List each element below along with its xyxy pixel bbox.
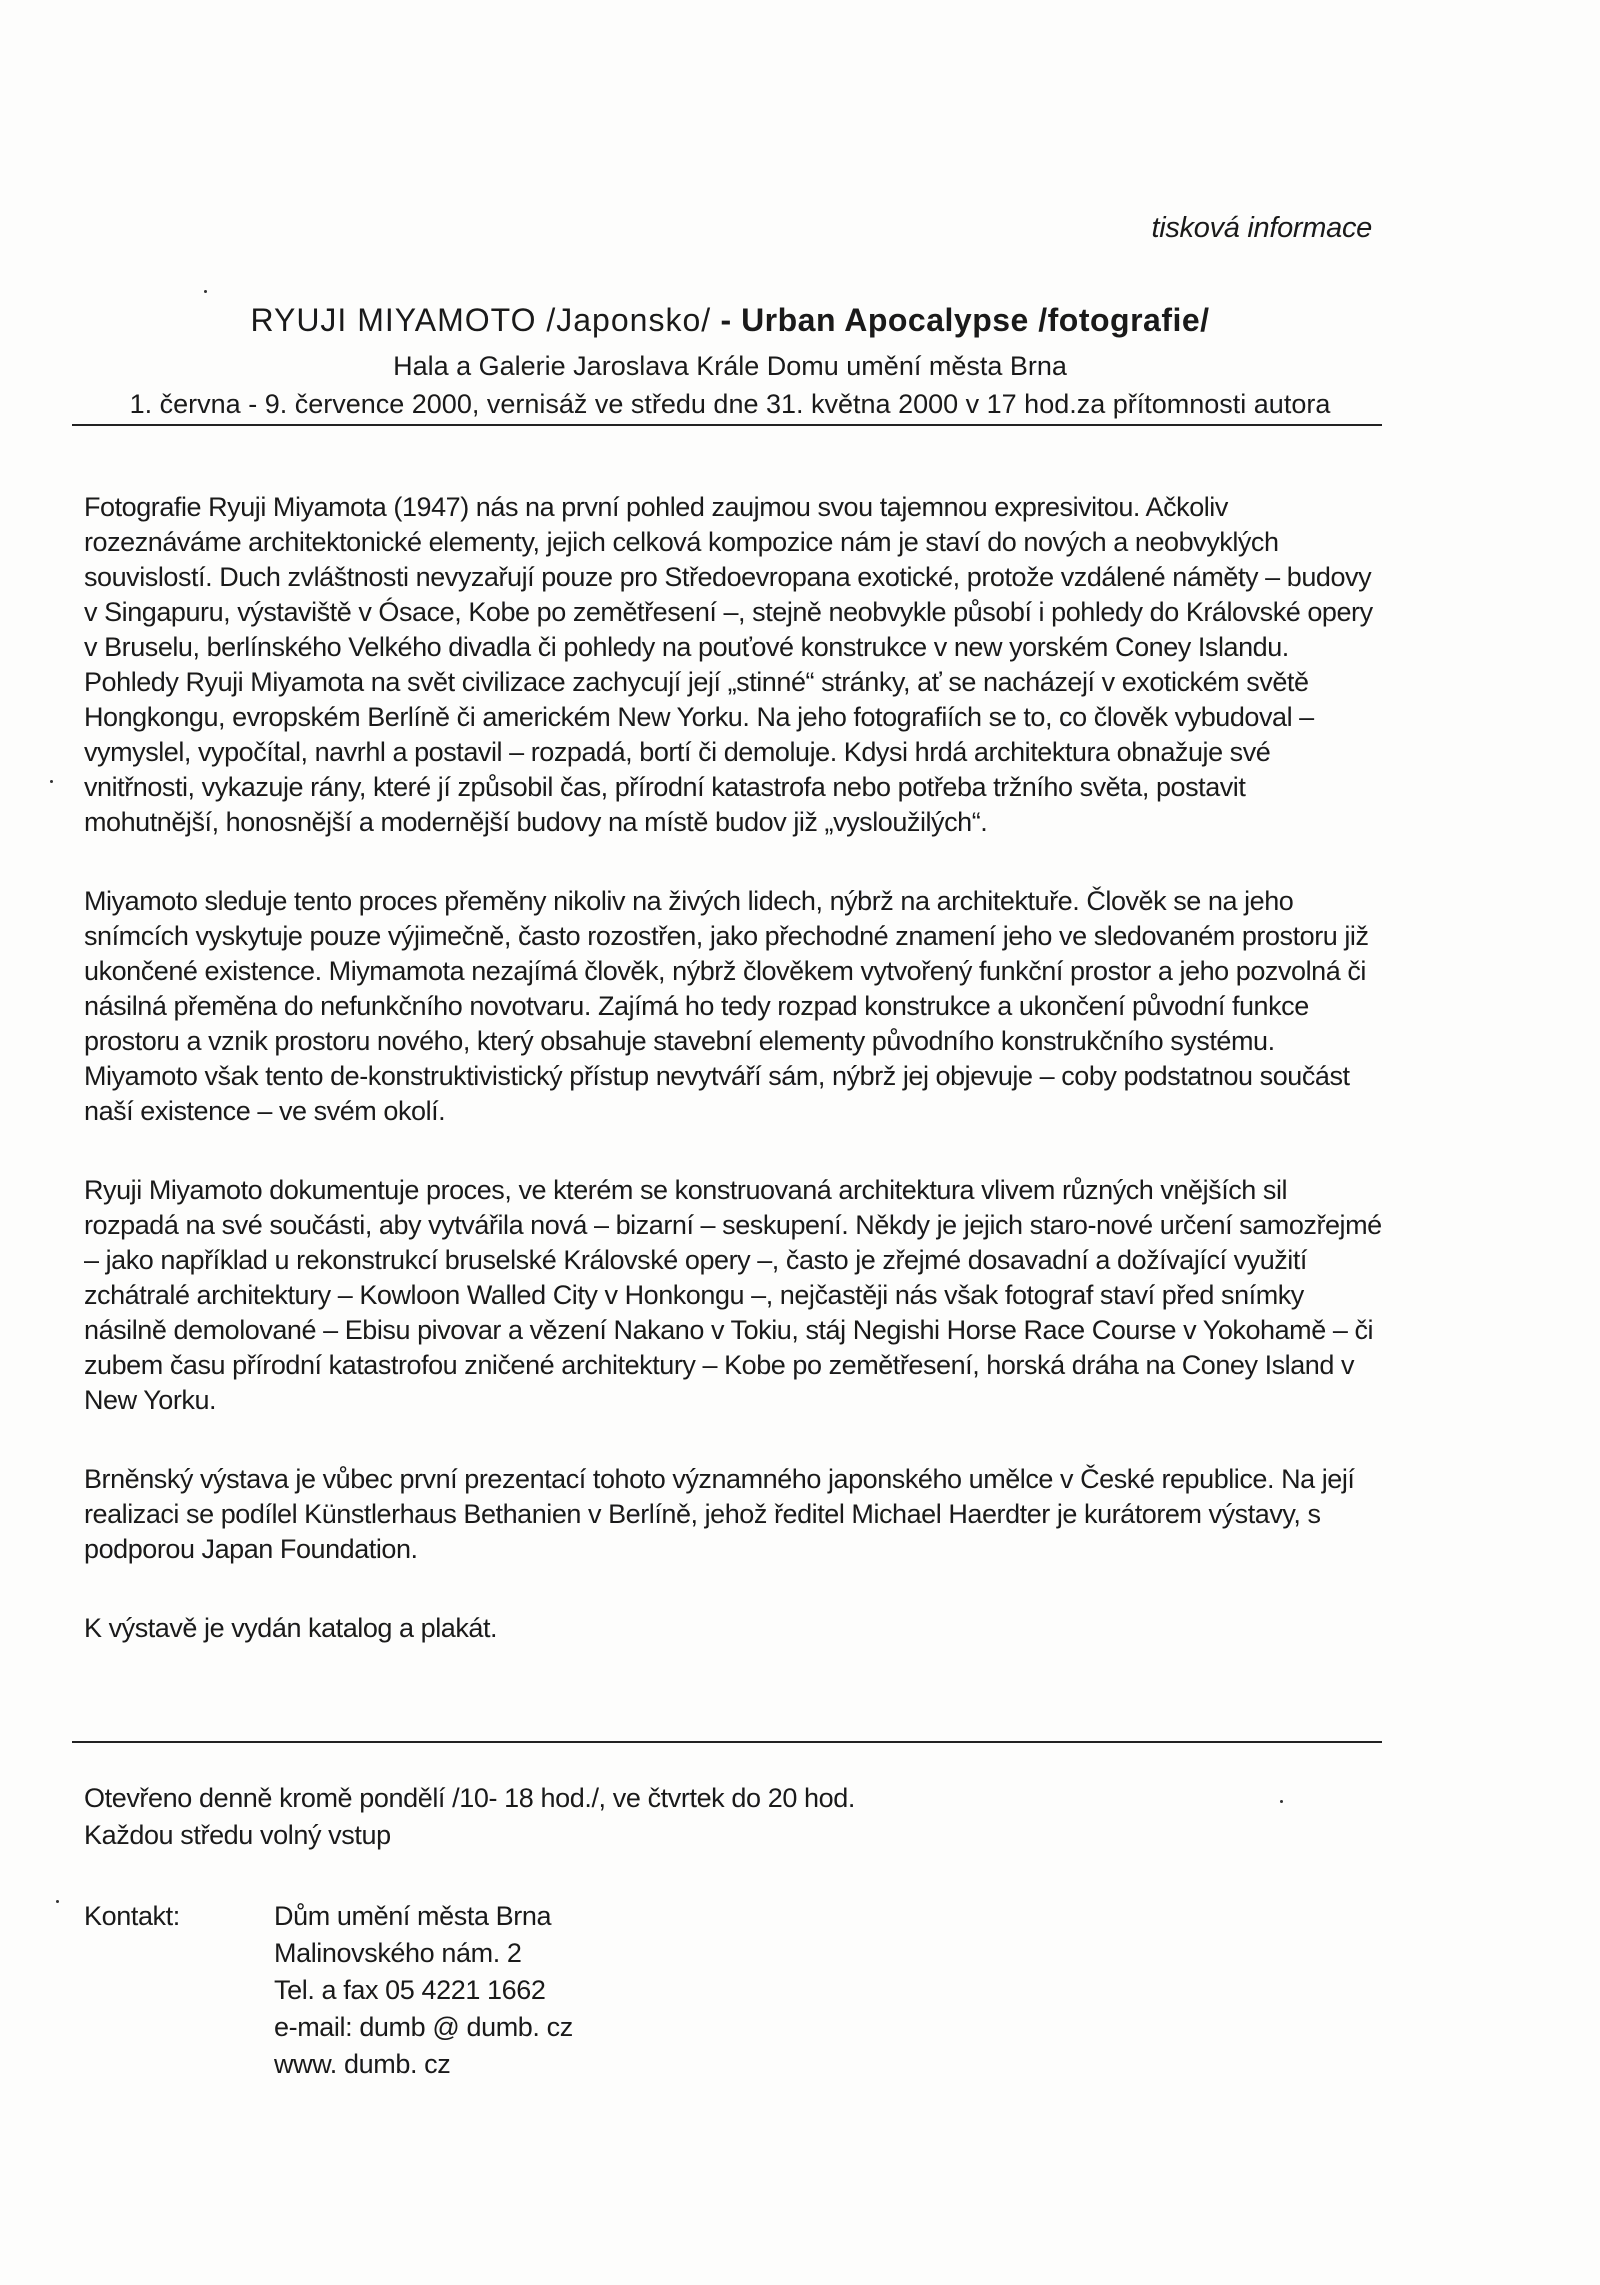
document-type-label: tisková informace <box>1151 212 1372 244</box>
contact-email: e-mail: dumb @ dumb. cz <box>274 2012 573 2042</box>
exhibition-title: Urban Apocalypse /fotografie/ <box>741 302 1210 338</box>
paragraph: K výstavě je vydán katalog a plakát. <box>84 1613 498 1643</box>
contact-address: Malinovského nám. 2 <box>274 1938 522 1968</box>
contact-phone: Tel. a fax 05 4221 1662 <box>274 1975 546 2005</box>
paragraph: Brněnský výstava je vůbec první prezentací tohoto významného japonského umělce v České republice. Na její realizaci se podílel Künstlerhaus Bethanien v Berlíně, jehož ředitel Michael Haerdter je kurátorem výstavy, s podporou Japan Foundation. <box>84 1464 1355 1564</box>
visitor-info <box>84 1780 1384 1854</box>
header-divider <box>72 424 1382 426</box>
footer-divider <box>72 1741 1382 1743</box>
paragraph: Ryuji Miyamoto dokumentuje proces, ve kterém se konstruovaná architektura vlivem různých vnějších sil rozpadá na své součásti, aby vytvářila nová – bizarní – seskupení. Někdy je jejich staro-nové určení samozřejmé – jako například u rekonstrukcí bruselské Královské opery –, často je zřejmé dosavadní a dožívající využití zchátralé architektury – Kowloon Walled City v Honkongu –, nejčastěji nás však fotograf staví před snímky násilně demolované – Ebisu pivovar a vězení Nakano v Tokiu, stáj Negishi Horse Race Course v Yokohamě – či zubem času přírodní katastrofou zničené architektury – Kobe po zemětřesení, horská dráha na Coney Island v New Yorku. <box>84 1175 1382 1415</box>
paragraph: Miyamoto sleduje tento proces přeměny nikoliv na živých lidech, nýbrž na architektuře. Člověk se na jeho snímcích vyskytuje pouze výjimečně, často rozostřen, jako přechodné znamení jeho ve sledovaném prostoru již ukončené existence. Miymamota nezajímá člověk, nýbrž člověkem vytvořený funkční prostor a jeho pozvolná či násilná přeměna do nefunkčního novotvaru. Zajímá ho tedy rozpad konstrukce a ukončení původní funkce prostoru a vznik prostoru nového, který obsahuje stavební elementy původního konstrukčního systému. Miyamoto však tento de-konstruktivistický přístup nevytváří sám, nýbrž jej objevuje – coby podstatnou součást naší existence – ve svém okolí. <box>84 886 1369 1126</box>
venue-line: Hala a Galerie Jaroslava Krále Domu umění města Brna <box>393 351 1067 381</box>
document-title <box>80 302 1380 339</box>
scan-speck <box>50 780 53 783</box>
paragraph: Fotografie Ryuji Miyamota (1947) nás na první pohled zaujmou svou tajemnou expresivitou. Ačkoliv rozeznáváme architektonické elementy, jejich celková kompozice nám je staví do nových a neobvyklých souvislostí. Duch zvláštnosti nevyzařují pouze pro Středoevropana exotické, protože vzdálené náměty – budovy v Singapuru, výstaviště v Ósace, Kobe po zemětřesení –, stejně neobvykle působí i pohledy do Královské opery v Bruselu, berlínského Velkého divadla či pohledy na pouťové konstrukce v new yorském Coney Islandu. Pohledy Ryuji Miyamota na svět civilizace zachycují její „stinné“ stránky, ať se nacházejí v exotickém světě Hongkongu, evropském Berlíně či americkém New Yorku. Na jeho fotografiích se to, co člověk vybudoval – vymyslel, vypočítal, navrhl a postavil – rozpadá, bortí či demoluje. Kdysi hrdá architektura obnažuje své vnitřnosti, vykazuje rány, které jí způsobil čas, přírodní katastrofa nebo potřeba tržního světa, postavit mohutnější, honosnější a modernější budovy na místě budov již „vysloužilých“. <box>84 492 1373 837</box>
free-entry-note: Každou středu volný vstup <box>84 1820 391 1850</box>
contact-block <box>84 1898 573 2083</box>
title-separator: - <box>720 302 732 338</box>
artist-name: RYUJI MIYAMOTO /Japonsko/ <box>250 302 712 338</box>
contact-organization: Dům umění města Brna <box>274 1901 552 1931</box>
contact-label: Kontakt: <box>84 1901 180 1931</box>
document-header <box>80 302 1380 423</box>
contact-details <box>274 1898 573 2083</box>
scan-speck <box>56 1900 59 1903</box>
press-release-body <box>84 490 1384 1690</box>
scan-speck <box>204 290 207 293</box>
opening-hours: Otevřeno denně kromě pondělí /10- 18 hod./, ve čtvrtek do 20 hod. <box>84 1783 856 1813</box>
dates-line: 1. června - 9. července 2000, vernisáž ve středu dne 31. května 2000 v 17 hod.za přítomnosti autora <box>129 389 1331 419</box>
contact-website: www. dumb. cz <box>274 2049 451 2079</box>
scan-speck <box>1280 1800 1283 1803</box>
